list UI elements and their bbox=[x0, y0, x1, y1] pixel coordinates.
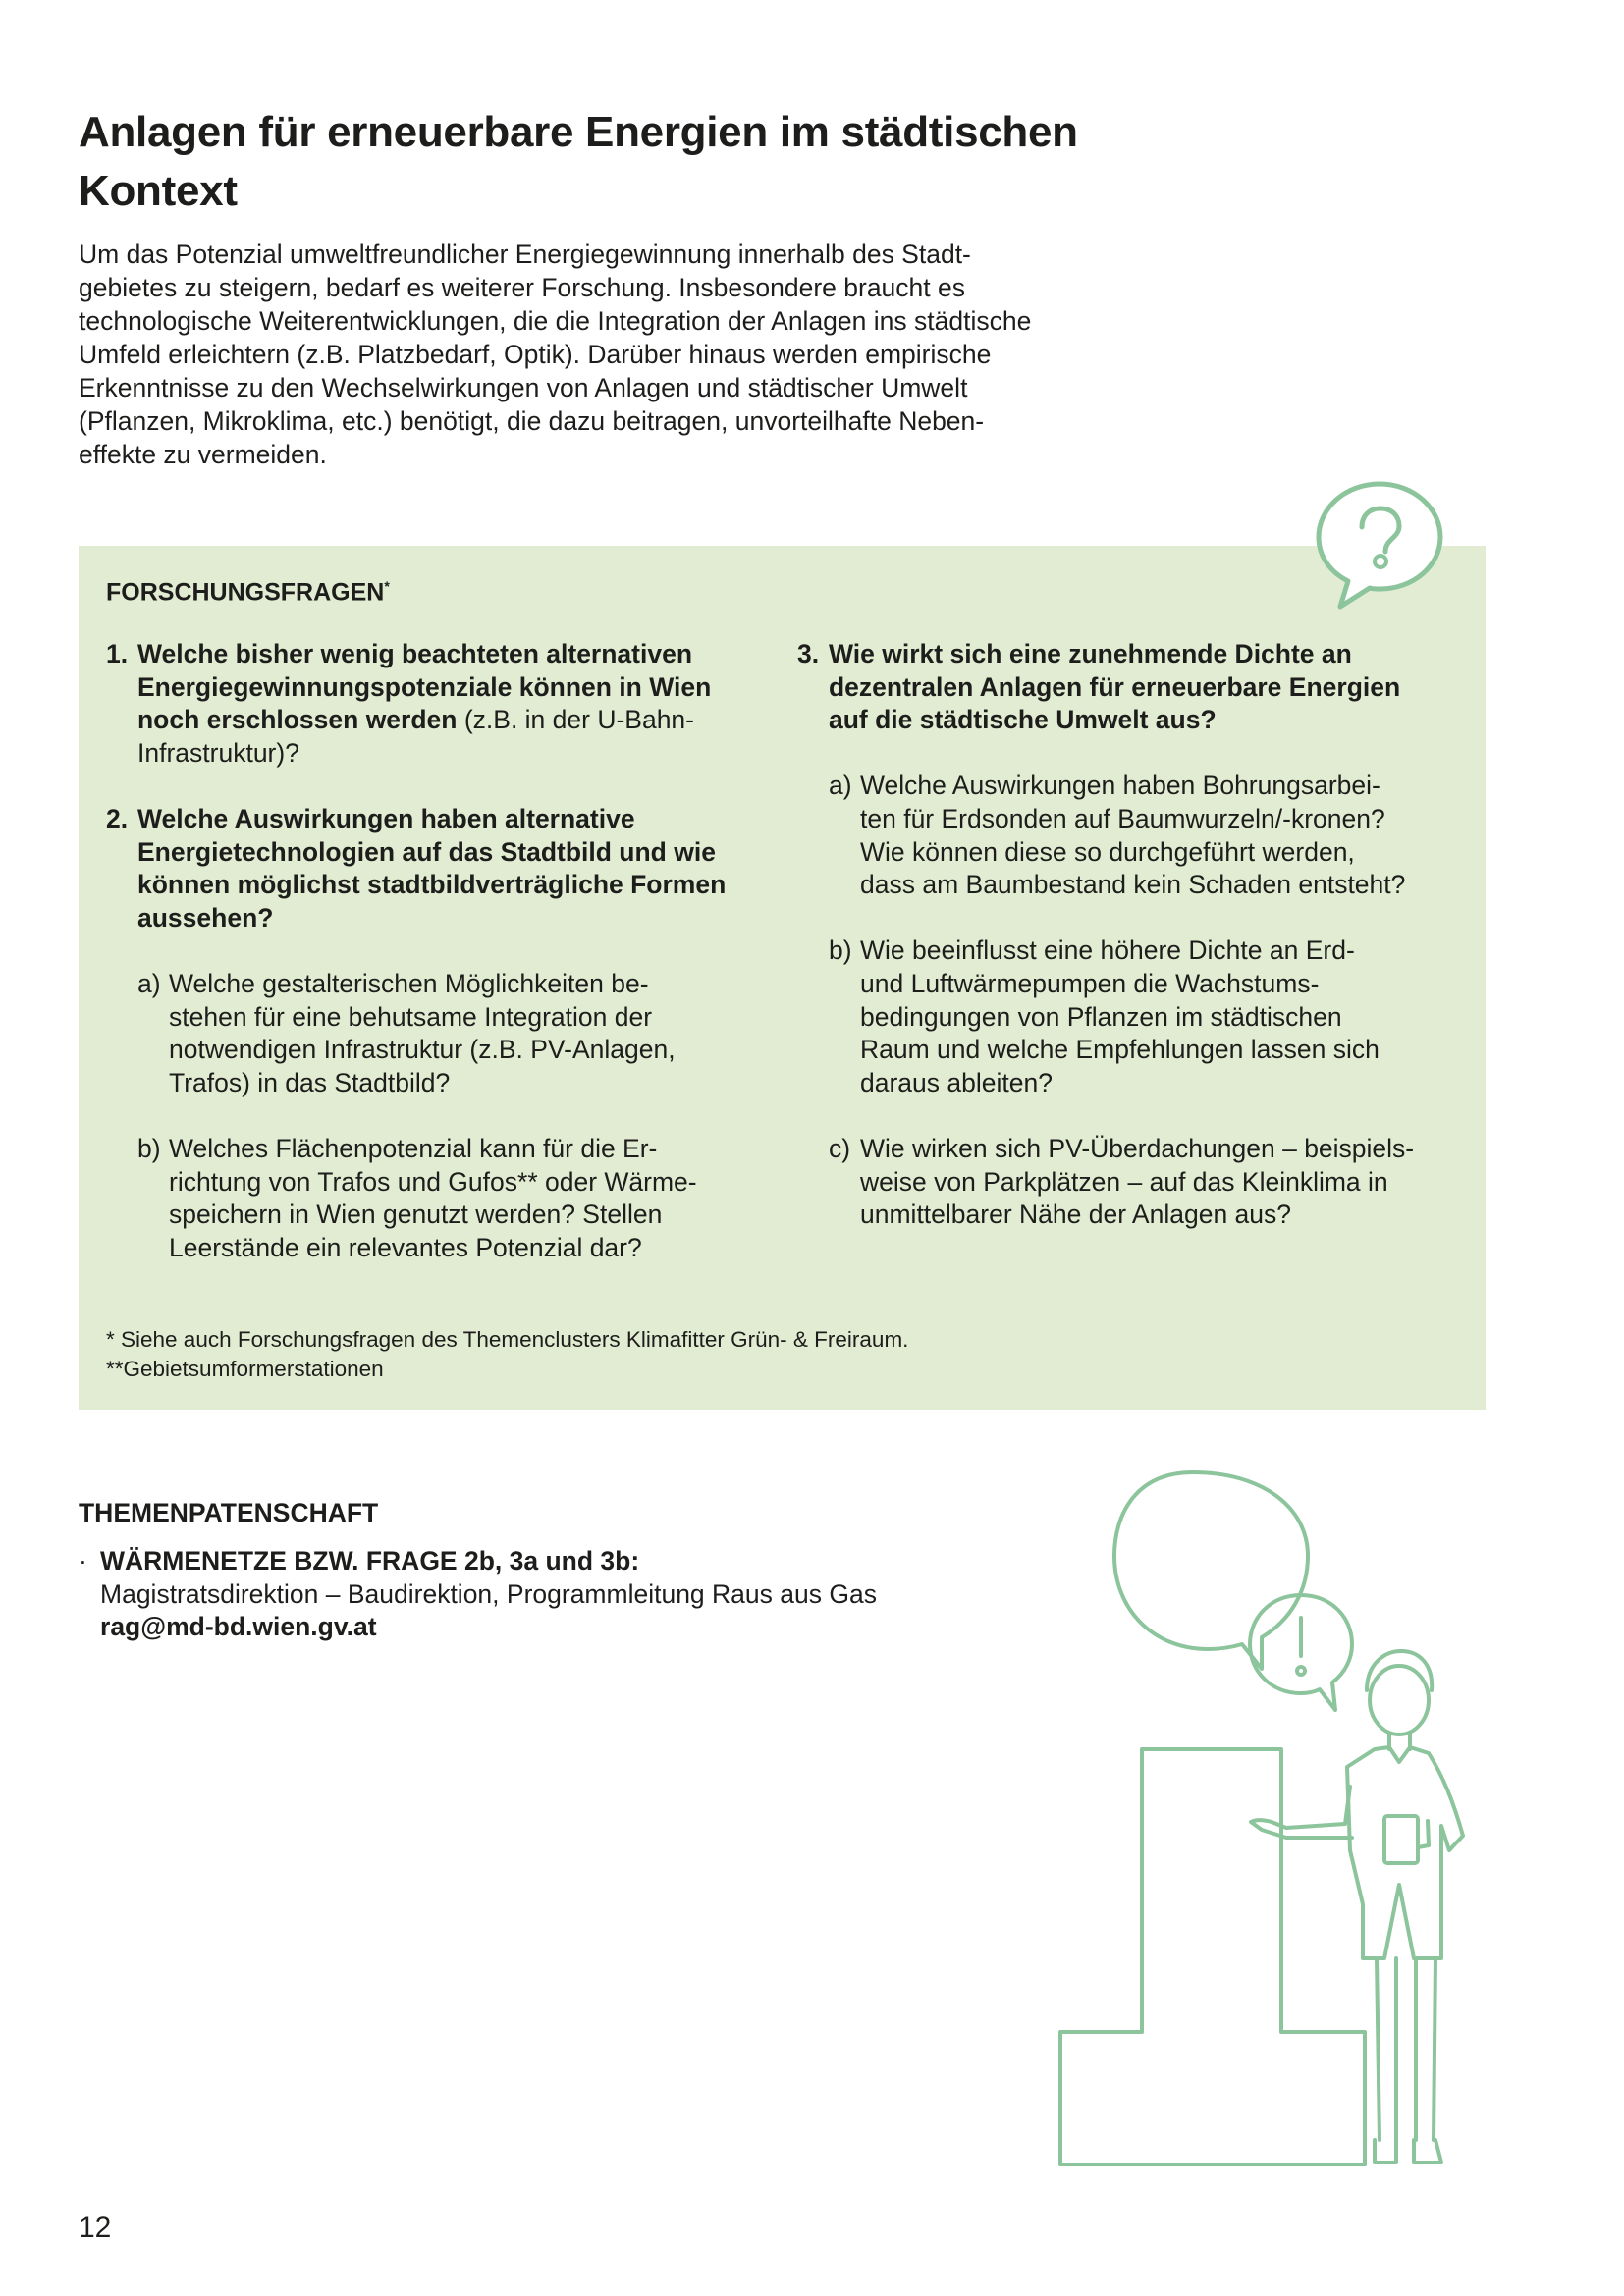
sub-question-text: bedingungen von Pflanzen im städtischen bbox=[860, 1001, 1342, 1032]
research-questions-title bbox=[106, 569, 390, 609]
intro-paragraph bbox=[79, 238, 1149, 471]
question-text: Welche bisher wenig beachteten alternativen bbox=[137, 639, 693, 668]
footnotes bbox=[106, 1325, 908, 1384]
sub-question-text: und Luftwärmepumpen die Wachstums- bbox=[860, 968, 1320, 998]
sub-question-text: Wie wirken sich PV-Überdachungen – beispiels- bbox=[860, 1133, 1415, 1163]
question-1 bbox=[106, 638, 774, 770]
sub-question-text: Welche Auswirkungen haben Bohrungsarbei- bbox=[860, 771, 1380, 801]
sub-question-text: Trafos) in das Stadtbild? bbox=[169, 1067, 451, 1097]
sub-question-label: c) bbox=[829, 1133, 851, 1163]
sub-question-text: Wie können diese so durchgeführt werden, bbox=[860, 836, 1355, 867]
sub-question-text: unmittelbarer Nähe der Anlagen aus? bbox=[860, 1200, 1292, 1230]
question-2 bbox=[106, 803, 774, 1264]
patenschaft-item-title: WÄRMENETZE BZW. FRAGE 2b, 3a und 3b: bbox=[100, 1546, 640, 1575]
sub-question-text: speichern in Wien genutzt werden? Stellen bbox=[169, 1200, 663, 1230]
question-text: Wie wirkt sich eine zunehmende Dichte an bbox=[829, 639, 1352, 668]
sub-question-text: Wie beeinflusst eine höhere Dichte an Erd- bbox=[860, 935, 1355, 966]
question-text: noch erschlossen werden bbox=[137, 705, 458, 735]
step-block-shape bbox=[1060, 1749, 1365, 2164]
sub-question-text: Welches Flächenpotenzial kann für die Er- bbox=[169, 1133, 658, 1163]
page-title-line2: Kontext bbox=[79, 167, 238, 215]
page-number: 12 bbox=[79, 2212, 112, 2244]
person-illustration bbox=[1051, 1463, 1492, 2268]
question-note: Infrastruktur)? bbox=[137, 737, 299, 768]
sub-question-2a bbox=[137, 968, 774, 1099]
questions-right-column bbox=[797, 638, 1475, 1232]
sub-question-2b bbox=[137, 1133, 774, 1264]
question-text: dezentralen Anlagen für erneuerbare Energien bbox=[829, 671, 1401, 702]
sub-question-text: Raum und welche Empfehlungen lassen sich bbox=[860, 1035, 1380, 1065]
sub-question-label: a) bbox=[829, 771, 852, 801]
title-footnote-mark: * bbox=[384, 578, 390, 594]
footnote-2: **Gebietsumformerstationen bbox=[106, 1357, 384, 1381]
question-number: 3. bbox=[797, 639, 820, 668]
sub-question-text: daraus ableiten? bbox=[860, 1067, 1053, 1097]
intro-line: Erkenntnisse zu den Wechselwirkungen von Anlagen und städtischer Umwelt bbox=[79, 373, 968, 402]
intro-line: gebietes zu steigern, bedarf es weiterer Forschung. Insbesondere braucht es bbox=[79, 273, 965, 302]
question-text: Energiegewinnungspotenziale können in Wien bbox=[137, 671, 712, 702]
sub-question-label: a) bbox=[137, 968, 161, 998]
question-number: 2. bbox=[106, 803, 129, 833]
question-text: auf die städtische Umwelt aus? bbox=[829, 705, 1217, 735]
patenschaft-organisation: Magistratsdirektion – Baudirektion, Programmleitung Raus aus Gas bbox=[100, 1578, 877, 1609]
sub-question-label: b) bbox=[829, 935, 852, 966]
page-title bbox=[79, 103, 1159, 221]
empty-speech-bubble-icon bbox=[1114, 1472, 1308, 1669]
bullet-point: · bbox=[79, 1546, 87, 1575]
question-3 bbox=[797, 638, 1475, 1232]
themenpatenschaft-item bbox=[79, 1545, 877, 1644]
patenschaft-email-link[interactable]: rag@md-bd.wien.gv.at bbox=[100, 1612, 377, 1642]
sub-question-3b bbox=[829, 934, 1475, 1099]
sub-question-label: b) bbox=[137, 1133, 161, 1163]
question-number: 1. bbox=[106, 639, 129, 668]
question-text: können möglichst stadtbildverträgliche Formen bbox=[137, 870, 727, 900]
intro-line: Um das Potenzial umweltfreundlicher Energiegewinnung innerhalb des Stadt- bbox=[79, 240, 971, 269]
page-title-line1: Anlagen für erneuerbare Energien im städtischen bbox=[79, 108, 1078, 156]
question-text: Energietechnologien auf das Stadtbild und wie bbox=[137, 836, 716, 867]
question-text: aussehen? bbox=[137, 902, 274, 933]
intro-line: effekte zu vermeiden. bbox=[79, 440, 327, 469]
sub-question-text: Welche gestalterischen Möglichkeiten be- bbox=[169, 968, 649, 998]
sub-question-text: weise von Parkplätzen – auf das Kleinklima in bbox=[860, 1166, 1388, 1197]
intro-line: (Pflanzen, Mikroklima, etc.) benötigt, die dazu beitragen, unvorteilhafte Neben- bbox=[79, 406, 985, 436]
sub-question-text: Leerstände ein relevantes Potenzial dar? bbox=[169, 1232, 642, 1262]
research-questions-title-text: FORSCHUNGSFRAGEN bbox=[106, 578, 385, 607]
sub-question-3a bbox=[829, 770, 1475, 901]
sub-question-text: richtung von Trafos und Gufos** oder Wärme- bbox=[169, 1166, 697, 1197]
question-note: (z.B. in der U-Bahn- bbox=[457, 705, 694, 735]
question-speech-bubble-icon bbox=[1311, 476, 1448, 614]
sub-question-text: dass am Baumbestand kein Schaden entsteht? bbox=[860, 870, 1406, 900]
sub-question-text: notwendigen Infrastruktur (z.B. PV-Anlagen, bbox=[169, 1035, 676, 1065]
questions-left-column bbox=[106, 638, 774, 1264]
question-text: Welche Auswirkungen haben alternative bbox=[137, 803, 635, 833]
intro-line: Umfeld erleichtern (z.B. Platzbedarf, Optik). Darüber hinaus werden empirische bbox=[79, 340, 992, 369]
exclamation-speech-bubble-icon bbox=[1250, 1595, 1352, 1710]
sub-question-text: ten für Erdsonden auf Baumwurzeln/-kronen? bbox=[860, 803, 1385, 833]
themenpatenschaft-title: THEMENPATENSCHAFT bbox=[79, 1498, 379, 1527]
intro-line: technologische Weiterentwicklungen, die die Integration der Anlagen ins städtische bbox=[79, 306, 1032, 336]
footnote-1: * Siehe auch Forschungsfragen des Themenclusters Klimafitter Grün- & Freiraum. bbox=[106, 1327, 909, 1352]
sub-question-3c bbox=[829, 1133, 1475, 1232]
sub-question-text: stehen für eine behutsame Integration der bbox=[169, 1001, 653, 1032]
